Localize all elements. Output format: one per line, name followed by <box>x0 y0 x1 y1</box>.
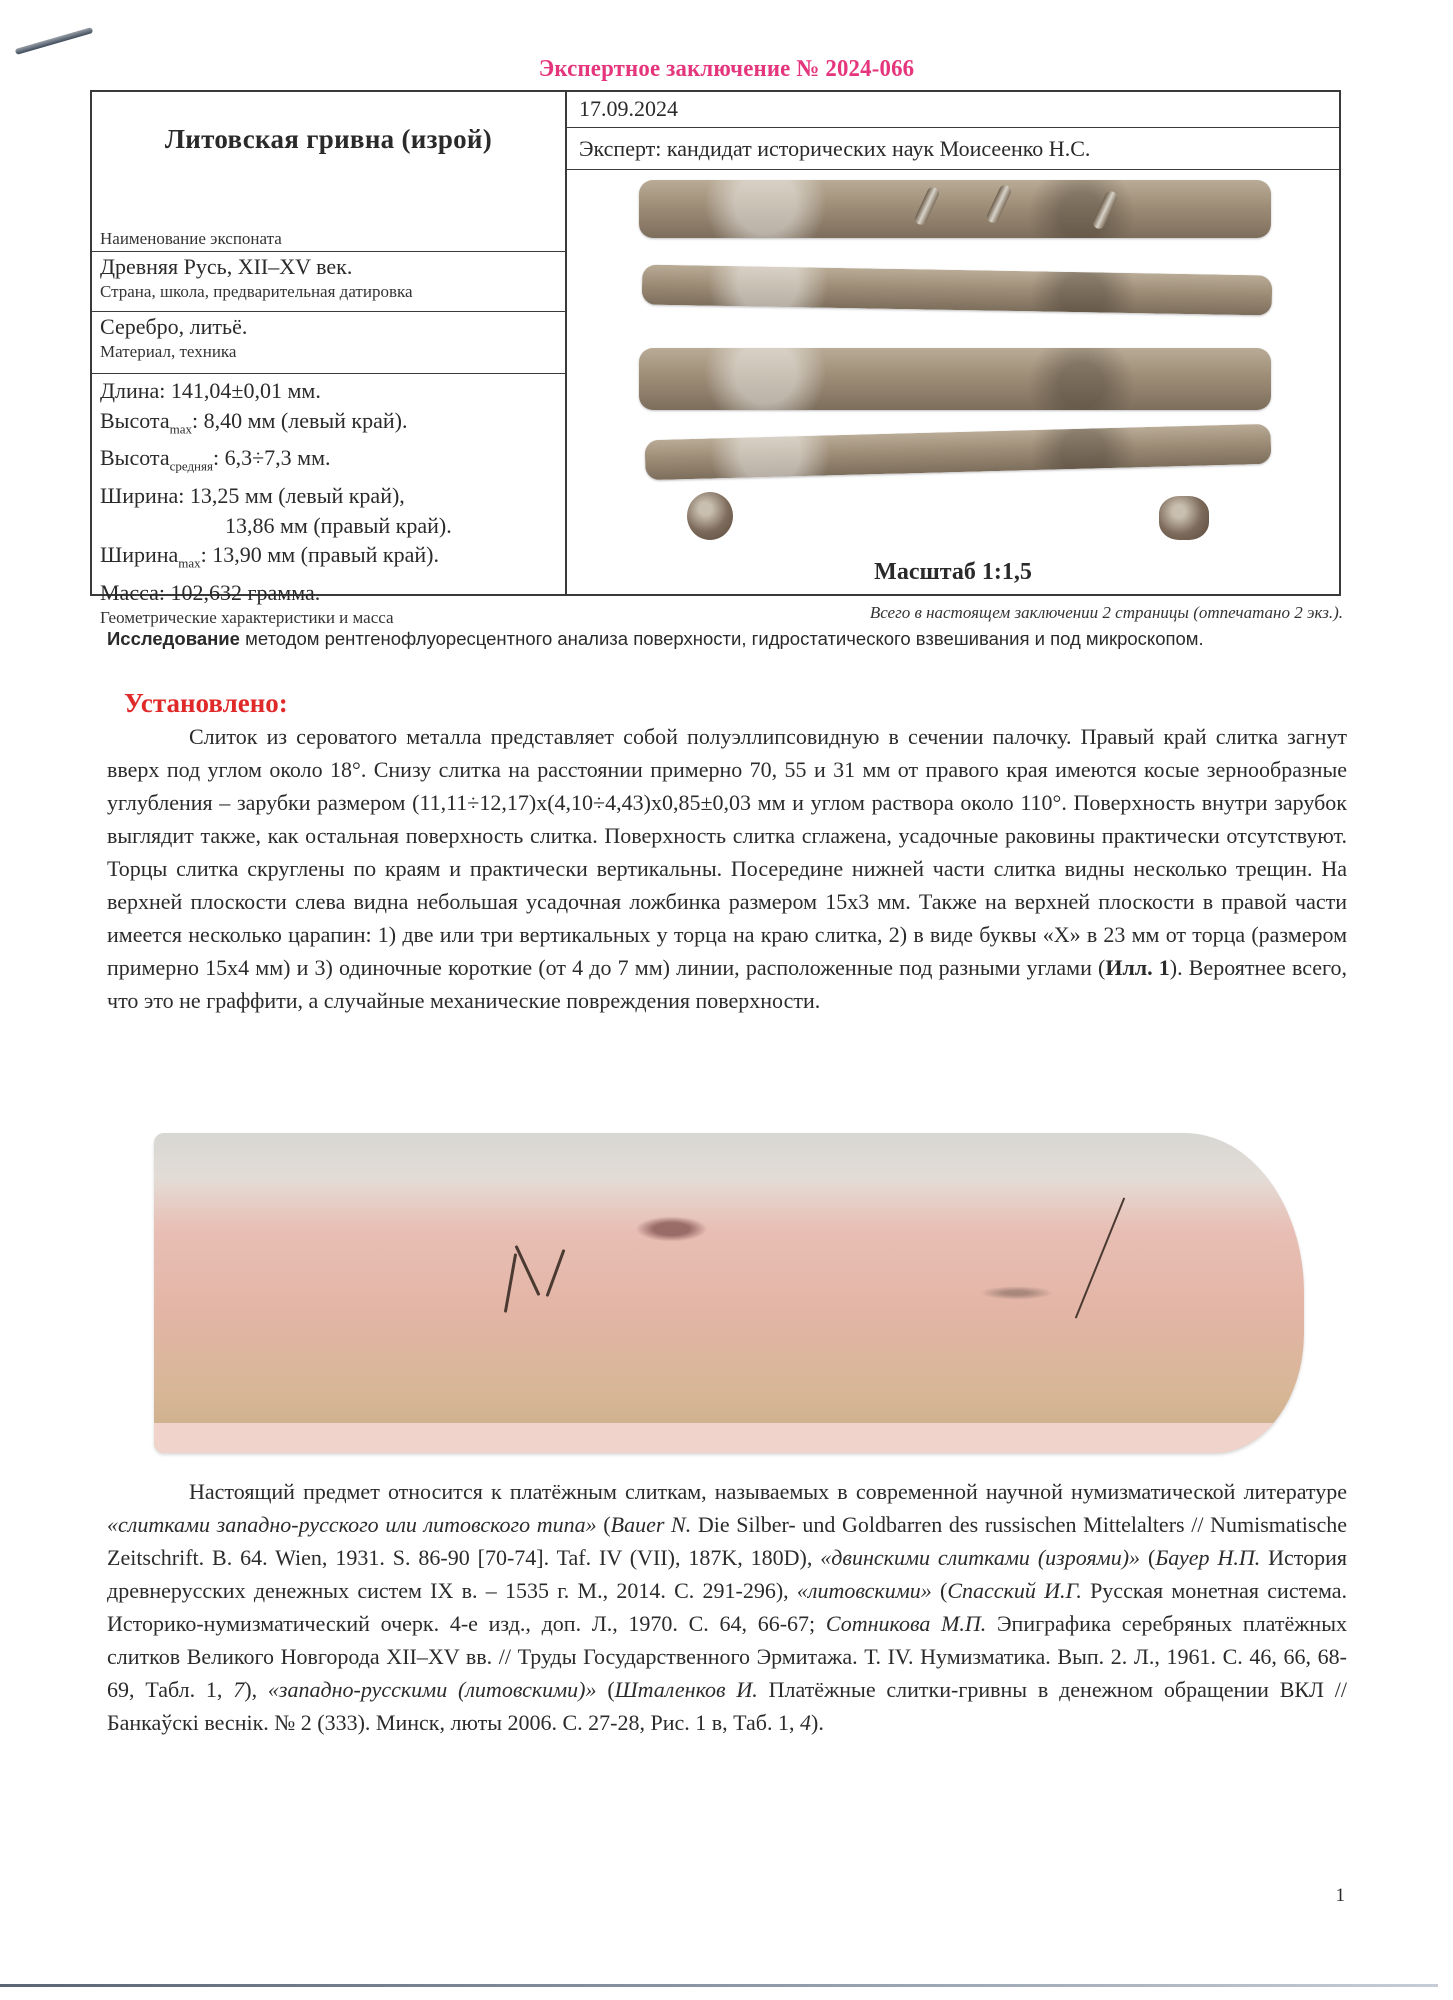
author: Бауер Н.П. <box>1155 1545 1261 1570</box>
ingot-notch <box>1091 189 1119 230</box>
material-value: Серебро, литьё. <box>100 314 248 339</box>
spec-subscript: max <box>178 555 201 571</box>
plate-number: 4 <box>800 1710 811 1735</box>
spec-label: Высота <box>100 407 170 433</box>
citation: Русская монетная система. Историко-нумизматический очерк. 4-е изд., доп. Л., 1970. С. 64, 66-67; <box>107 1578 1348 1636</box>
findings-text: ). Вероятнее всего, что это не граффити, а случайные механические повреждения поверхности. <box>107 955 1347 1013</box>
spec-height-max <box>100 406 557 444</box>
quoted-term: «слитками западно-русского или литовского типа» <box>107 1512 597 1537</box>
text: ). <box>811 1710 824 1735</box>
research-text: методом рентгенофлуоресцентного анализа поверхности, гидростатического взвешивания и под микроскопом. <box>239 628 1204 649</box>
citation: История древнерусских денежных систем IX в. – 1535 г. М., 2014. С. 291-296), <box>107 1545 1348 1603</box>
specs-cell <box>92 374 565 627</box>
spec-label: Высота <box>100 445 170 471</box>
ingot-photo-bottom-view <box>639 180 1271 238</box>
date-value: 17.09.2024 <box>567 92 1339 128</box>
author: Сотникова М.П. <box>825 1611 987 1636</box>
illustration-reference: Илл. 1 <box>1105 955 1170 980</box>
ingot-notch <box>985 183 1013 224</box>
text: ), <box>244 1677 268 1702</box>
origin-caption: Страна, школа, предварительная датировка <box>100 282 413 301</box>
origin-value: Древняя Русь, XII–XV век. <box>100 254 353 279</box>
specs-caption: Геометрические характеристики и масса <box>100 607 394 627</box>
ingot-notch <box>913 185 941 226</box>
material-cell <box>92 312 565 374</box>
spec-width-max <box>100 540 557 578</box>
text: ( <box>1140 1545 1156 1570</box>
spec-height-avg <box>100 443 557 481</box>
ingot-photo-side-view-2 <box>645 424 1272 480</box>
expert-value: Эксперт: кандидат исторических наук Моисеенко Н.С. <box>567 128 1339 170</box>
spec-value: : 13,90 мм (правый край). <box>200 542 439 568</box>
spec-label: Ширина <box>100 542 179 568</box>
author: Спасский И.Г. <box>947 1578 1082 1603</box>
spec-value: : 8,40 мм (левый край). <box>191 407 408 433</box>
scratch-mark <box>546 1249 566 1297</box>
exhibit-name-cell <box>92 92 565 252</box>
exhibit-name: Литовская гривна (изрой) <box>164 124 493 154</box>
scratch-mark <box>515 1245 541 1296</box>
research-label: Исследование <box>107 628 240 649</box>
citation: Эпиграфика серебряных платёжных слитков Великого Новгорода XII–XV вв. // Труды Государственного Эрмитажа. Т. IV. Нумизматика. Вып. 2. Л., 1961. С. 46, 66, 68-69, Табл. 1, <box>107 1611 1347 1702</box>
spec-subscript: max <box>169 420 192 436</box>
ingot-end-view-right <box>1159 496 1209 540</box>
document-title: Экспертное заключение № 2024-066 <box>538 56 915 82</box>
text: ( <box>596 1677 615 1702</box>
spec-length: Длина: 141,04±0,01 мм. <box>100 378 321 403</box>
spec-value: : 6,3÷7,3 мм. <box>212 445 331 471</box>
spec-mass: Масса: 102,632 грамма. <box>100 580 321 606</box>
ingot-end-view-left <box>687 492 733 540</box>
citation: Платёжные слитки-гривны в денежном обращении ВКЛ // Банкаўскі веснік. № 2 (333). Минск, люты 2006. С. 27-28, Рис. 1 в, Таб. 1, <box>107 1677 1348 1735</box>
origin-cell <box>92 252 565 312</box>
scan-edge-line <box>0 1984 1438 1987</box>
material-caption: Материал, техника <box>100 342 237 361</box>
quoted-term: «двинскими слитками (изроями)» <box>820 1545 1141 1570</box>
author: Шталенков И. <box>614 1677 758 1702</box>
text: Настоящий предмет относится к платёжным слиткам, называемых в современной научной нумизматической литературе <box>189 1479 1347 1504</box>
page-number: 1 <box>1335 1885 1345 1906</box>
spec-width-right: 13,86 мм (правый край). <box>225 512 452 538</box>
established-heading: Установлено: <box>124 688 288 718</box>
quoted-term: «западно-русскими (литовскими)» <box>267 1677 597 1702</box>
ingot-photo-panel <box>567 170 1339 594</box>
ingot-photo-side-view-1 <box>642 265 1273 316</box>
findings-paragraph <box>107 720 1347 1017</box>
spec-width-left: Ширина: 13,25 мм (левый край), <box>100 483 405 509</box>
text: ( <box>596 1512 611 1537</box>
findings-text: Слиток из сероватого металла представляет собой полуэллипсовидную в сечении палочку. Правый край слитка загнут вверх под углом около 18°. Снизу слитка на расстоянии примерно 70, 55 и 31 мм от правого края имеются косые зернообразные углубления – зарубки размером (11,11÷12,17)х(4,10÷4,43)х0,85±0,03 мм и углом раствора около 110°. Поверхность внутри зарубок выглядит также, как остальная поверхность слитка. Поверхность слитка сглажена, усадочные раковины практически отсутствуют. Торцы слитка скруглены по краям и практически вертикальны. Посередине нижней части слитка видны несколько трещин. На верхней плоскости слева видна небольшая усадочная ложбинка размером 15х3 мм. Также на верхней плоскости в правой части имеется несколько царапин: 1) две или три вертикальных у торца на краю слитка, 2) в виде буквы «Х» в 23 мм от торца (размером примерно 15х4 мм) и 3) одиночные короткие (от 4 до 7 мм) линии, расположенные под разными углами ( <box>107 724 1347 980</box>
citation: Die Silber- und Goldbarren des russischen Mittelalters // Numismatische Zeitschrift. B. 64. Wien, 1931. S. 86-90 [70-74]. Taf. IV (VII), 187K, 180D), <box>107 1512 1347 1570</box>
research-method <box>107 625 1347 653</box>
exhibit-details-column <box>92 92 567 627</box>
plate-number: 7 <box>233 1677 245 1702</box>
author: Bauer N. <box>610 1512 692 1537</box>
pages-note: Всего в настоящем заключении 2 страницы (отпечатано 2 экз.). <box>869 603 1343 622</box>
ingot-photo-top-view <box>639 348 1271 410</box>
scratch-mark <box>504 1253 517 1313</box>
quoted-term: «литовскими» <box>796 1578 932 1603</box>
scratch-mark <box>1075 1197 1126 1318</box>
classification-paragraph <box>107 1475 1347 1739</box>
scan-artifact-mark <box>15 27 94 55</box>
exhibit-photo-column <box>567 92 1339 594</box>
scale-label: Масштаб 1:1,5 <box>874 559 1032 585</box>
spec-subscript: средняя <box>169 458 213 474</box>
exhibit-name-caption: Наименование экспоната <box>100 229 282 248</box>
illustration-1-closeup-photo <box>154 1133 1304 1453</box>
text: ( <box>931 1578 948 1603</box>
